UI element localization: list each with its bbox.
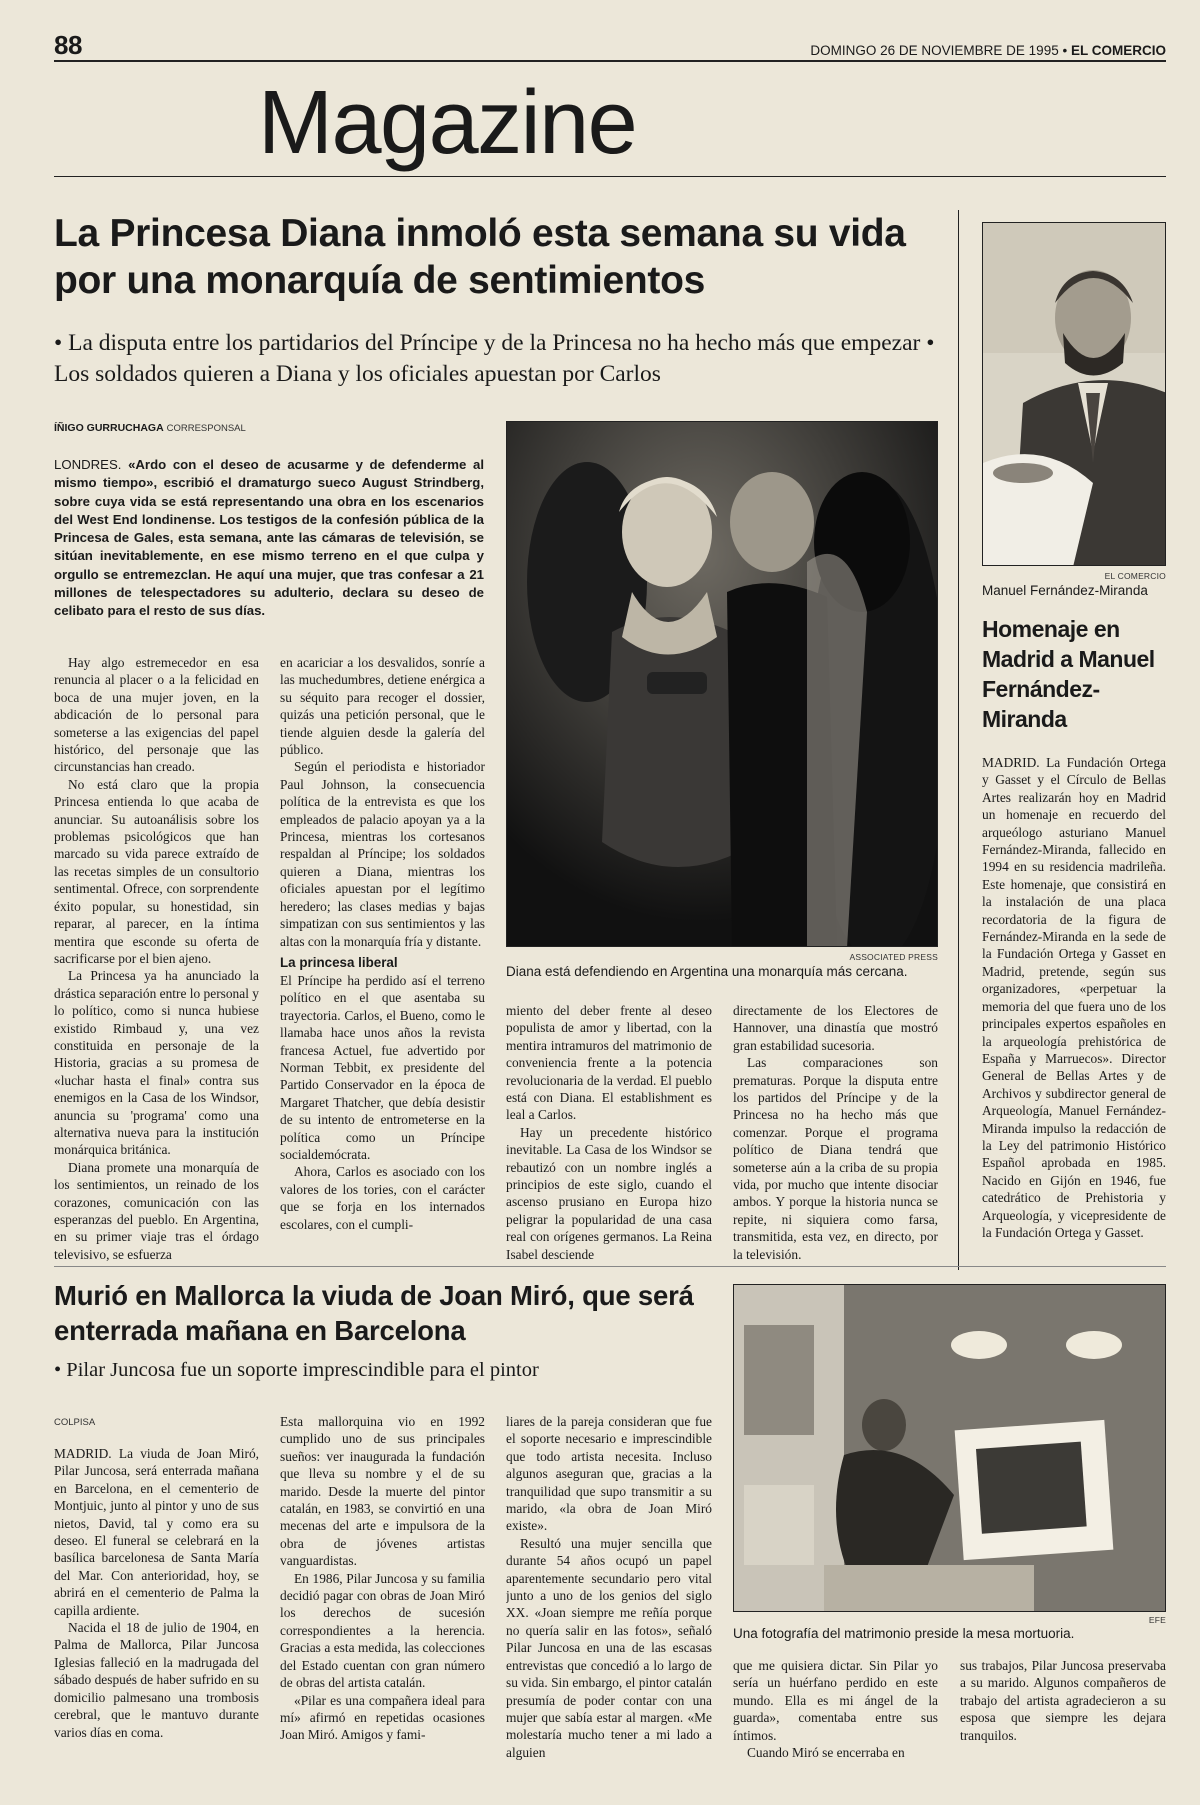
date-text: DOMINGO 26 DE NOVIEMBRE DE 1995 <box>810 43 1059 58</box>
sidebar-photo-caption: Manuel Fernández-Miranda <box>982 583 1148 598</box>
paragraph: Hay un precedente histórico inevitable. La Casa de los Windsor se rebautizó con un nombre inglés a principios de este siglo, cuando el ascenso prusiano en Europa hizo peligrar la popularidad de una casa real con orígenes germanos. La Reina Isabel desciende <box>506 1124 712 1262</box>
second-column-4 <box>733 1657 938 1775</box>
paragraph: Ahora, Carlos es asociado con los valores de los tories, con el carácter que se forja en los internados escolares, con el cumpli- <box>280 1164 485 1232</box>
second-column-3 <box>506 1413 712 1775</box>
main-byline <box>54 422 246 434</box>
miro-photo-caption: Una fotografía del matrimonio preside la mesa mortuoria. <box>733 1626 1075 1641</box>
miro-photo-credit: EFE <box>1148 1615 1166 1625</box>
main-column-3 <box>506 1002 712 1262</box>
byline-role: CORRESPONSAL <box>166 423 246 434</box>
diana-photo-caption: Diana está defendiendo en Argentina una monarquía más cercana. <box>506 964 908 979</box>
dateline-bullet: • <box>1062 43 1068 58</box>
diana-photo-credit: ASSOCIATED PRESS <box>849 952 938 962</box>
paragraph: Esta mallorquina vio en 1992 cumplido uno de sus principales sueños: ver inaugurada la fundación que lleva su nombre y el de su marido. Desde la muerte del pintor catalán, en 1983, se convirtió en una mecenas del arte e impulsora de la obra de jóvenes artistas vanguardistas. <box>280 1414 485 1569</box>
paragraph: miento del deber frente al deseo populista de amor y libertad, con la mentira intramuros del matrimonio de conveniencia frente a la potencia revolucionaria de la verdad. El pueblo está con Diana. El establishment es leal a Carlos. <box>506 1003 712 1123</box>
paragraph: Cuando Miró se encerraba en <box>747 1745 905 1761</box>
paragraph: MADRID. La Fundación Ortega y Gasset y el Círculo de Bellas Artes realizarán hoy en Madrid un homenaje en recuerdo del arqueólogo asturiano Manuel Fernández-Miranda, fallecido en 1994 en su residencia madrileña. Este homenaje, que consistirá en la instalación de una placa recordatoria de la figura de Fernández-Miranda en la sede de la Fundación Ortega y Gasset en Madrid, pretende, según sus organizadores, «perpetuar la memoria del que fuera uno de los principales expertos españoles en la arqueología prehistórica de España y Marruecos». Director General de Bellas Artes y de Archivos y subdirector general de Arqueología, Manuel Fernández-Miranda impulso la redacción de la Ley del patrimonio Histórico Español aprobada en 1985. Nacido en Gijón en 1946, fue catedrático de Prehistoria y Arqueología, y vicepresidente de la Fundación Ortega y Gasset. <box>982 755 1166 1240</box>
second-article-rule <box>54 1266 1166 1267</box>
paragraph: Hay algo estremecedor en esa renuncia al placer o a la felicidad en boca de una mujer joven, en la abdicación de lo personal para someterse a las exigencias del papel histórico, del personaje que las circunstancias han creado. <box>54 655 259 775</box>
second-column-1 <box>54 1445 259 1775</box>
section-rule <box>54 176 1166 177</box>
paragraph: Diana promete una monarquía de los sentimientos, un reinado de los corazones, comunicación con las esperanzas del pueblo. En Argentina, en su primer viaje tras el órdago televisivo, se esfuerza <box>54 1159 259 1262</box>
paragraph: La Princesa ya ha anunciado la drástica separación entre lo personal y lo político, como si nunca hubiese existido Rimbaud y, una vez constituida en personaje de la Historia, gracias a su promesa de «luchar hasta el final» contra sus enemigos en la Casa de los Windsor, anuncia su 'programa' como una alternativa nueva para la institución monárquica británica. <box>54 968 259 1158</box>
second-subhead: • Pilar Juncosa fue un soporte imprescindible para el pintor <box>54 1359 539 1381</box>
second-byline: COLPISA <box>54 1417 96 1428</box>
miro-photo <box>733 1284 1166 1612</box>
byline-name: ÍÑIGO GURRUCHAGA <box>54 422 164 434</box>
paragraph: en acariciar a los desvalidos, sonríe a las muchedumbres, detiene enérgica a su séquito para recoger el dossier, quizás una petición personal, que le tiende alguien desde la galería del público. <box>280 655 485 758</box>
miro-photo-illustration <box>734 1285 1166 1612</box>
header-rule <box>54 60 1166 62</box>
lead-text: «Ardo con el deseo de acusarme y de defenderme al mismo tiempo», escribió el dramaturgo sueco August Strindberg, sobre cuya vida se está representando una obra en los escenarios del West End londinense. Los testigos de la confesión pública de la Princesa de Gales, esta semana, ante las cámaras de televisión, se sitúan inevitablemente, en ese mismo terreno en el que culpa y orgullo se entremezclan. He aquí una mujer, que tras confesar a 21 millones de telespectadores su adulterio, declara su deseo de celibato para el resto de sus días. <box>54 457 484 619</box>
second-headline: Murió en Mallorca la viuda de Joan Miró, que será enterrada mañana en Barcelona <box>54 1280 694 1346</box>
newspaper-name: EL COMERCIO <box>1070 43 1166 58</box>
diana-photo <box>506 421 938 947</box>
paragraph: No está claro que la propia Princesa entienda lo que acaba de anunciar. Su autoanálisis sobre los problemas psicológicos que han marcado su vida parece extraído de las recetas simples de un consultorio sentimental. Ofrece, con sorprendente éxito popular, su honestidad, sin reparar, al parecer, en la íntima mentira que esconde su oferta de sacrificarse por el bien ajeno. <box>54 776 259 966</box>
sidebar-divider <box>958 210 959 1270</box>
lead-paragraph <box>54 456 484 621</box>
dateline <box>810 43 1166 58</box>
second-column-2 <box>280 1413 485 1775</box>
main-subhead: • La disputa entre los partidarios del Príncipe y de la Princesa no ha hecho más que empezar • Los soldados quieren a Diana y los oficiales apuestan por Carlos <box>54 330 935 387</box>
paragraph: Resultó una mujer sencilla que durante 54 años ocupó un papel aparentemente secundario pero vital junto a uno de los genios del siglo XX. «Joan siempre me reñía porque no quería salir en las fotos», señaló Pilar Juncosa en una de las escasas entrevistas que concedió a lo largo de su vida. Sin embargo, el pintor catalán presumía de poder contar con una mujer que sabía estar al margen. «Me molestaría mucho tener a mi lado a alguien <box>506 1535 712 1760</box>
portrait-illustration <box>983 223 1166 566</box>
main-column-4 <box>733 1002 938 1262</box>
section-title: Magazine <box>258 73 637 173</box>
main-column-1 <box>54 654 259 1262</box>
sidebar-headline: Homenaje en Madrid a Manuel Fernández-Miranda <box>982 616 1155 732</box>
sidebar-photo-credit: EL COMERCIO <box>1104 571 1166 581</box>
diana-photo-illustration <box>507 422 938 947</box>
sidebar-photo <box>982 222 1166 566</box>
lead-city: LONDRES. <box>54 457 122 472</box>
paragraph: El Príncipe ha perdido así el terreno político en el que asentaba su trayectoria. Carlos, el Bueno, como le llamaba hace unos años la revista francesa Actuel, fue advertido por Norman Tebbit, ex presidente del Partido Conservador en la época de Margaret Thatcher, que debía desistir de su intento de entrometerse en la política como un Príncipe socialdemócrata. <box>280 972 485 1162</box>
paragraph: que me quisiera dictar. Sin Pilar yo sería un huérfano perdido en este mundo. Ella es mi ángel de la guarda», comentaba entre sus íntimos. <box>733 1658 938 1743</box>
paragraph: sus trabajos, Pilar Juncosa preservaba a su marido. Algunos compañeros de trabajo del artista agradecieron a su esposa que siempre les dejara tranquilos. <box>960 1658 1166 1743</box>
paragraph: MADRID. La viuda de Joan Miró, Pilar Juncosa, será enterrada mañana en Barcelona, en el cementerio de Montjuic, junto al pintor y uno de sus nietos, David, tal y como era su deseo. El funeral se celebrará en la basílica barcelonesa de Santa María del Mar. Con anterioridad, hoy, se abrirá en el cementerio de Palma la capilla ardiente. <box>54 1446 259 1618</box>
paragraph: liares de la pareja consideran que fue el soporte necesario e imprescindible que todo artista necesita. Incluso algunos aseguran que, gracias a la tranquilidad que supo transmitir a su marido, «la obra de Joan Miró existe». <box>506 1414 712 1534</box>
sidebar-body <box>982 754 1166 1254</box>
subheading: La princesa liberal <box>280 954 398 970</box>
paragraph: Según el periodista e historiador Paul Johnson, la consecuencia política de la entrevista es que los empleados de palacio apoyan ya a la Princesa, mientras los cortesanos respaldan al Príncipe; los soldados quieren a Diana, mientras los oficiales apuestan por el legítimo heredero; las clases medias y bajas simpatizan con sus sentimientos y las altas con la monarquía fría y distante. <box>280 759 485 949</box>
page-number: 88 <box>54 30 82 60</box>
main-headline: La Princesa Diana inmoló esta semana su vida por una monarquía de sentimientos <box>54 212 906 302</box>
paragraph: directamente de los Electores de Hannover, una dinastía que mostró gran estabilidad sucesoria. <box>733 1003 938 1053</box>
paragraph: «Pilar es una compañera ideal para mí» afirmó en repetidas ocasiones Joan Miró. Amigos y fami- <box>280 1692 485 1743</box>
main-column-2 <box>280 654 485 1262</box>
paragraph: Las comparaciones son prematuras. Porque la disputa entre los partidos del Príncipe y de la Princesa no ha hecho más que comenzar. Porque el programa político de Diana tendrá que someterse aún a la criba de su propia vida, por mucho que intente disociar ambos. Y porque la historia nunca se repite, ni siquiera como farsa, transmitida, esta vez, en directo, por la televisión. <box>733 1055 938 1262</box>
paragraph: Nacida el 18 de julio de 1904, en Palma de Mallorca, Pilar Juncosa Iglesias falleció en la madrugada del sábado después de haber sufrido en su domicilio palmesano una trombosis cerebral, que le mantuvo durante varios días en coma. <box>54 1620 259 1740</box>
paragraph: En 1986, Pilar Juncosa y su familia decidió pagar con obras de Joan Miró los derechos de sucesión correspondientes a la herencia. Gracias a esta medida, las colecciones del Estado cuentan con gran número de obras del artista catalán. <box>280 1570 485 1691</box>
second-column-5 <box>960 1657 1166 1775</box>
